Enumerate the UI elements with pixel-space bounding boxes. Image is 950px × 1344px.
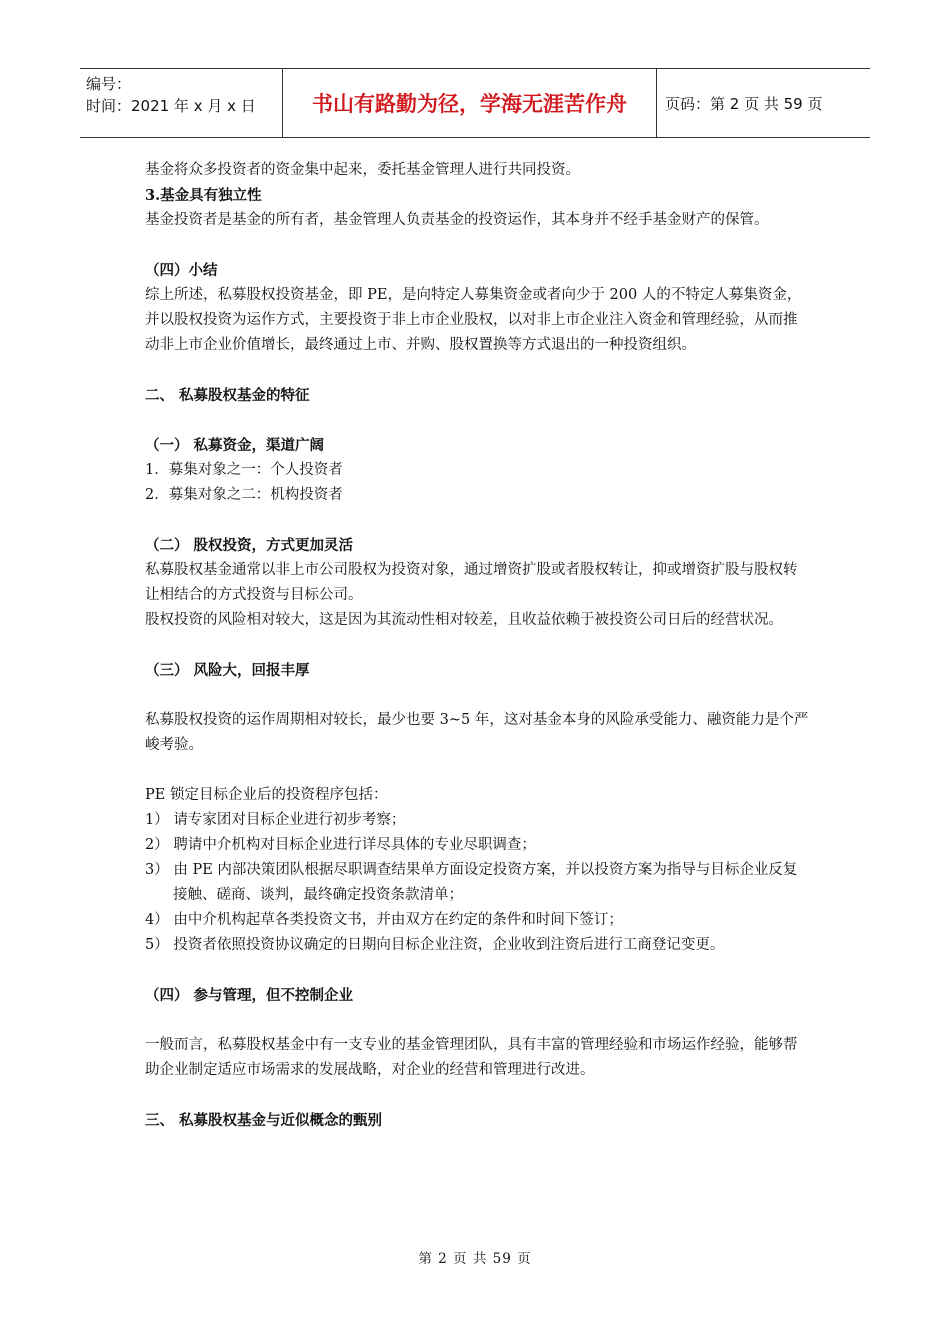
subheading: （三） 风险大，回报丰厚 [145, 662, 310, 679]
paragraph: 私募股权基金通常以非上市公司股权为投资对象，通过增资扩股或者股权转让，抑或增资扩股与股权转让相结合的方式投资与目标公司。 [145, 562, 798, 603]
document-body [145, 158, 810, 1133]
paragraph: 基金将众多投资者的资金集中起来，委托基金管理人进行共同投资。 [145, 162, 580, 178]
header-motto: 书山有路勤为径，学海无涯苦作舟 [283, 69, 657, 137]
paragraph: 私募股权投资的运作周期相对较长，最少也要 3~5 年，这对基金本身的风险承受能力、融资能力是个严峻考验。 [145, 712, 809, 753]
section-heading: 三、 私募股权基金与近似概念的甄别 [145, 1112, 383, 1129]
list-item: 2） 聘请中介机构对目标企业进行详尽具体的专业尽职调查； [145, 837, 536, 853]
paragraph: PE 锁定目标企业后的投资程序包括： [145, 787, 388, 803]
paragraph: 股权投资的风险相对较大，这是因为其流动性相对较差，且收益依赖于被投资公司日后的经营状况。 [145, 612, 783, 628]
subheading: （四）小结 [145, 262, 218, 279]
header-meta [80, 69, 283, 137]
paragraph: 基金投资者是基金的所有者，基金管理人负责基金的投资运作，其本身并不经手基金财产的保管。 [145, 212, 769, 228]
section-heading: 二、 私募股权基金的特征 [145, 387, 310, 404]
subheading: （四） 参与管理，但不控制企业 [145, 987, 354, 1004]
subheading: 3.基金具有独立性 [145, 187, 262, 204]
list-item: 1） 请专家团对目标企业进行初步考察； [145, 812, 406, 828]
document-date: 时间：2021 年 x 月 x 日 [86, 97, 256, 115]
list-item: 5） 投资者依照投资协议确定的日期向目标企业注资，企业收到注资后进行工商登记变更。 [145, 937, 725, 953]
header-page-number: 页码：第 2 页 共 59 页 [665, 94, 823, 113]
list-item: 1．募集对象之一：个人投资者 [145, 462, 343, 478]
page-header [80, 68, 870, 138]
list-item: 3） 由 PE 内部决策团队根据尽职调查结果单方面设定投资方案，并以投资方案为指导与目标企业反复接触、磋商、谈判，最终确定投资条款清单； [145, 862, 798, 903]
list-item: 4） 由中介机构起草各类投资文书，并由双方在约定的条件和时间下签订； [145, 912, 623, 928]
page-footer: 第 2 页 共 59 页 [418, 1251, 532, 1267]
paragraph: 一般而言，私募股权基金中有一支专业的基金管理团队，具有丰富的管理经验和市场运作经验，能够帮助企业制定适应市场需求的发展战略，对企业的经营和管理进行改进。 [145, 1037, 798, 1078]
document-number-label: 编号： [86, 75, 132, 93]
subheading: （二） 股权投资，方式更加灵活 [145, 537, 354, 554]
list-item: 2．募集对象之二：机构投资者 [145, 487, 343, 503]
subheading: （一） 私募资金，渠道广阔 [145, 437, 325, 454]
paragraph: 综上所述，私募股权投资基金，即 PE，是向特定人募集资金或者向少于 200 人的不特定人募集资金，并以股权投资为运作方式，主要投资于非上市企业股权，以对非上市企业注入资金和管理经验，从而推动非上市企业价值增长，最终通过上市、并购、股权置换等方式退出的一种投资组织。 [145, 287, 802, 353]
